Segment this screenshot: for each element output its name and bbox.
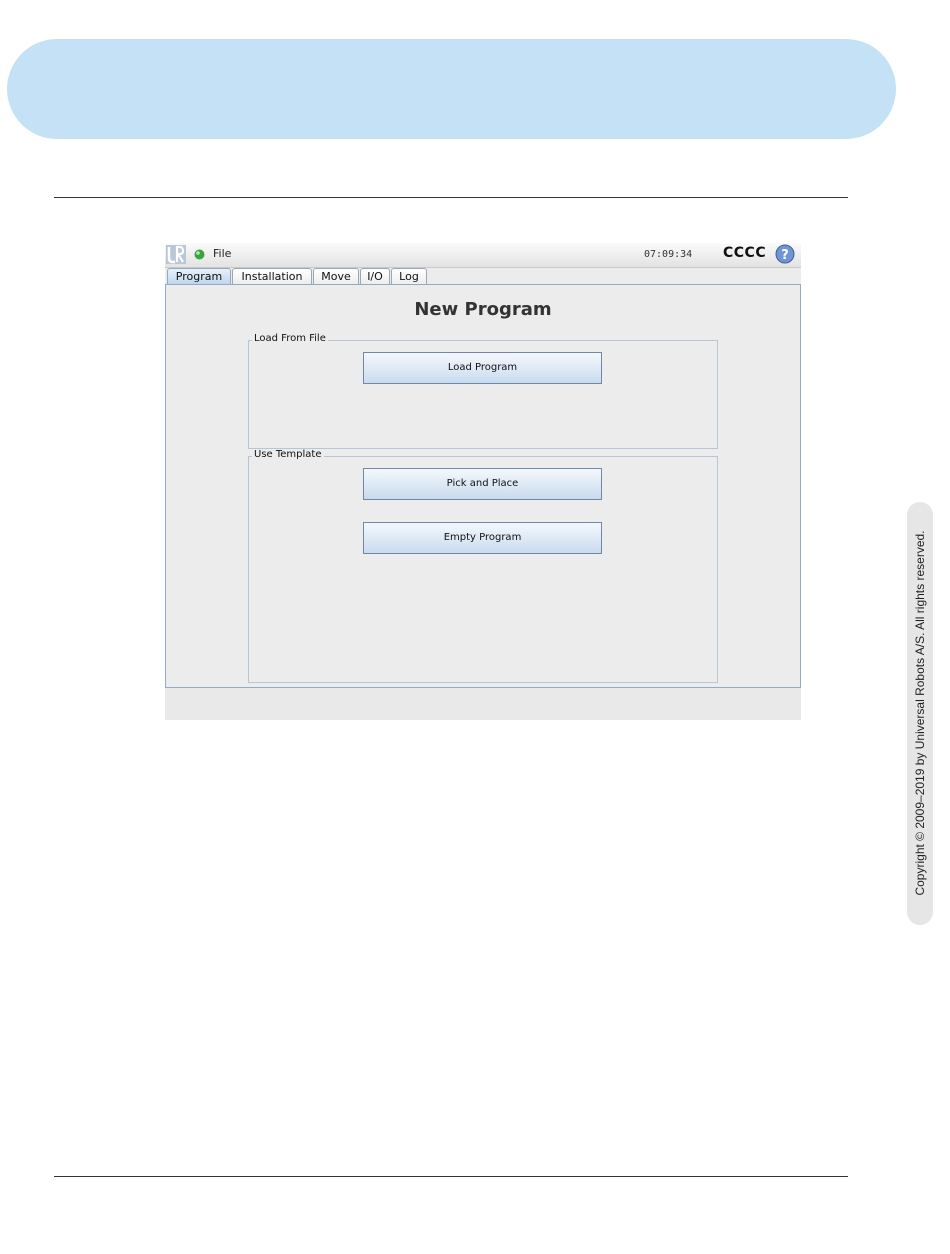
- clock: 07:09:34: [644, 249, 693, 260]
- status-green-icon[interactable]: [194, 249, 205, 260]
- bottom-divider: [54, 1176, 848, 1177]
- tab-move[interactable]: Move: [313, 268, 359, 285]
- load-from-file-group: [248, 333, 718, 449]
- empty-program-button[interactable]: Empty Program: [363, 522, 602, 554]
- tab-program[interactable]: Program: [167, 268, 231, 285]
- footer-bar: [165, 688, 801, 720]
- top-bar: [165, 243, 801, 268]
- tab-installation[interactable]: Installation: [232, 268, 312, 285]
- load-program-button[interactable]: Load Program: [363, 352, 602, 384]
- page-title: New Program: [414, 299, 552, 320]
- help-icon[interactable]: [775, 244, 795, 264]
- page-header-band: [7, 39, 896, 139]
- pick-and-place-button[interactable]: Pick and Place: [363, 468, 602, 500]
- program-panel: [165, 284, 801, 688]
- robot-name: CCCC: [723, 245, 767, 261]
- top-divider: [54, 197, 848, 198]
- load-from-file-label: Load From File: [254, 333, 326, 344]
- copyright-text: Copyright © 2009–2019 by Universal Robots A/S. All rights reserved.: [913, 530, 927, 896]
- polyscope-window: [165, 243, 801, 720]
- use-template-label: Use Template: [254, 449, 322, 460]
- svg-text:?: ?: [781, 248, 789, 263]
- tab-log[interactable]: Log: [391, 268, 427, 285]
- file-menu[interactable]: File: [213, 247, 232, 260]
- ur-logo-icon: [166, 245, 186, 264]
- use-template-group: [248, 449, 718, 683]
- tab-io[interactable]: I/O: [360, 268, 390, 285]
